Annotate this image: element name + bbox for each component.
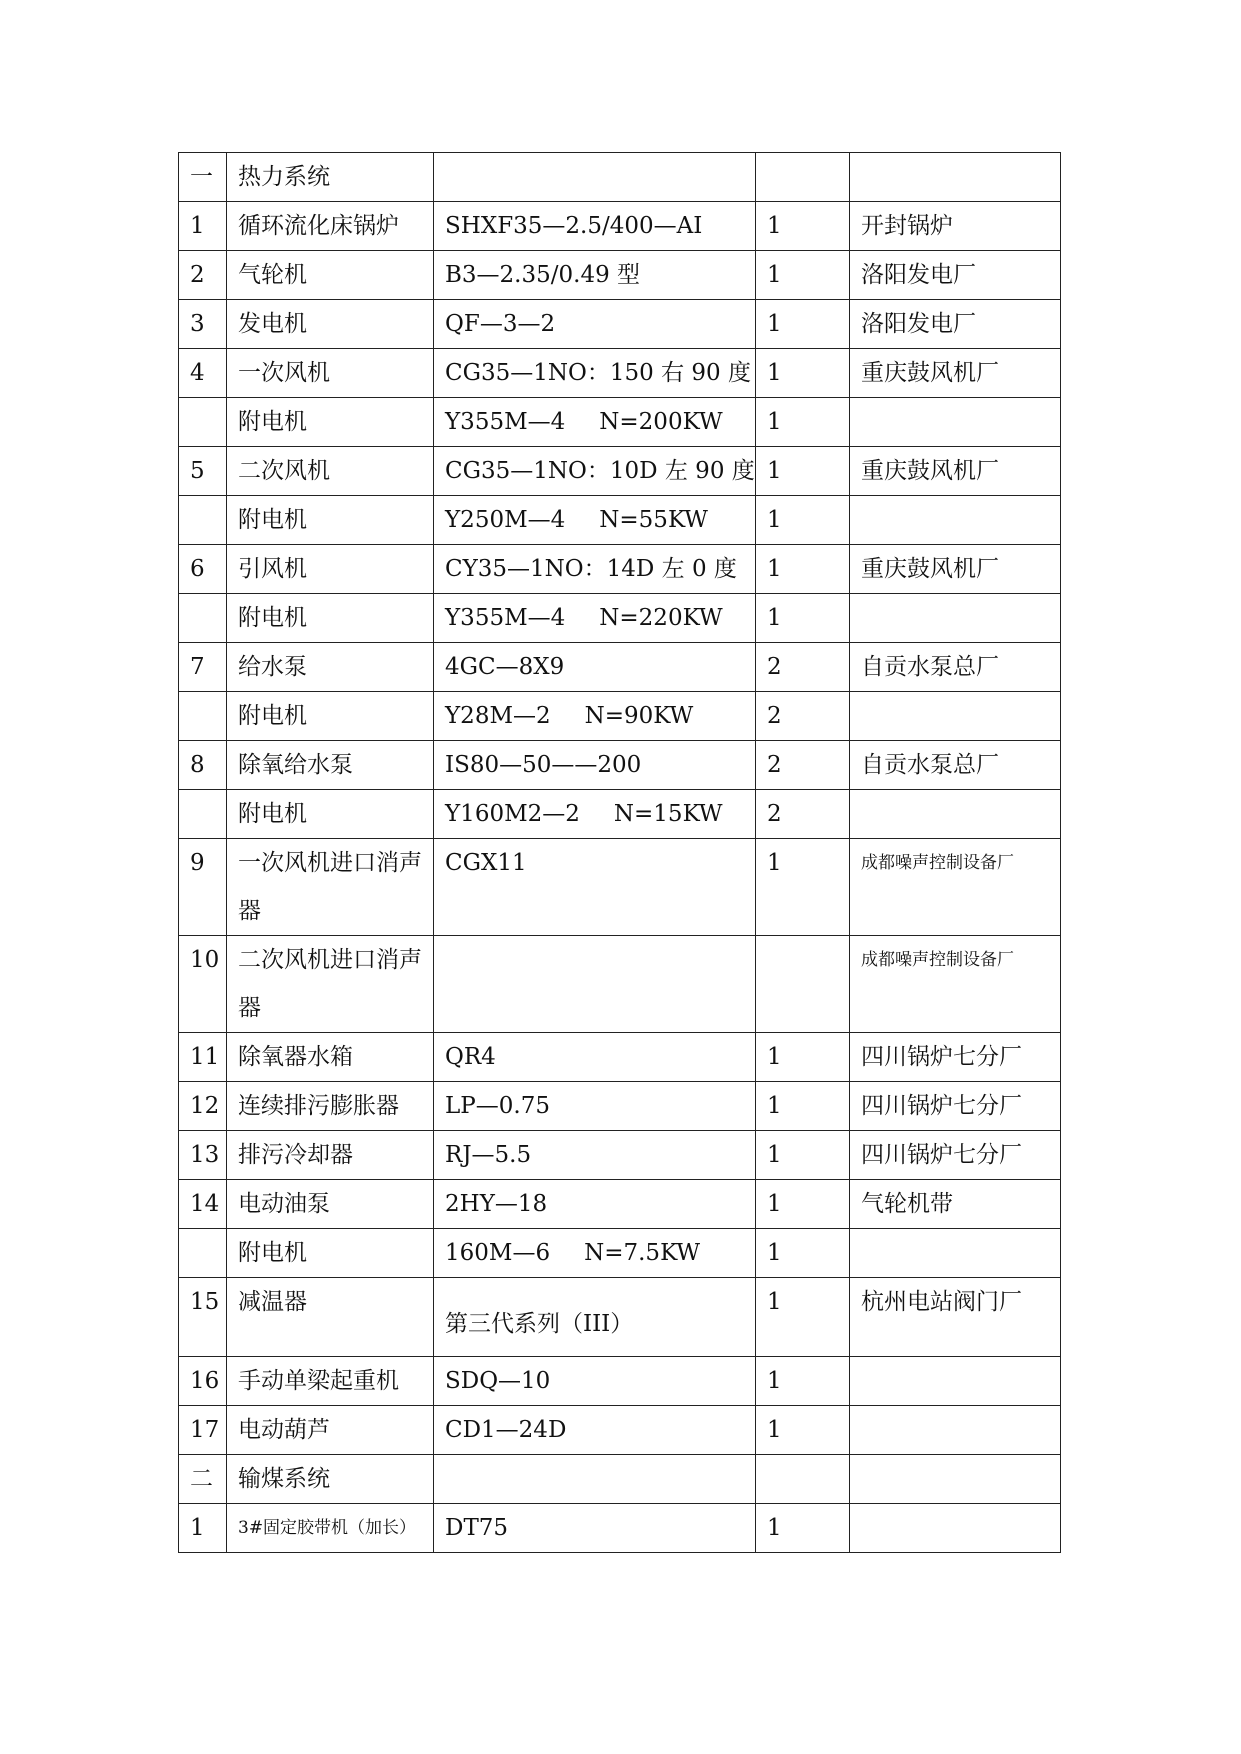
model-text: 160M—6 bbox=[445, 1240, 551, 1266]
model-cell bbox=[434, 202, 756, 251]
model-cell bbox=[434, 1455, 756, 1504]
table-row bbox=[179, 1278, 1061, 1357]
table-row bbox=[179, 936, 1061, 1033]
quantity-cell: 1 bbox=[756, 1406, 850, 1455]
row-number-cell bbox=[179, 594, 227, 643]
model-cell bbox=[434, 1406, 756, 1455]
model-text: Y355M—4 bbox=[445, 605, 566, 631]
power-rating-text: N=7.5KW bbox=[584, 1240, 701, 1266]
model-text: CG35—1NO：150 右 90 度 bbox=[445, 360, 751, 386]
model-text: Y355M—4 bbox=[445, 409, 566, 435]
model-text: SDQ—10 bbox=[445, 1368, 551, 1394]
model-cell bbox=[434, 1278, 756, 1357]
model-cell bbox=[434, 1131, 756, 1180]
equipment-name-cell: 循环流化床锅炉 bbox=[227, 202, 434, 251]
table-row bbox=[179, 251, 1061, 300]
quantity-cell: 2 bbox=[756, 692, 850, 741]
table-row bbox=[179, 202, 1061, 251]
table-row bbox=[179, 1229, 1061, 1278]
equipment-name-cell: 减温器 bbox=[227, 1278, 434, 1357]
model-cell bbox=[434, 1504, 756, 1553]
manufacturer-cell: 成都噪声控制设备厂 bbox=[850, 839, 1061, 936]
row-number-cell: 10 bbox=[179, 936, 227, 1033]
equipment-name-cell: 附电机 bbox=[227, 1229, 434, 1278]
model-cell bbox=[434, 398, 756, 447]
row-number-cell bbox=[179, 692, 227, 741]
manufacturer-cell: 重庆鼓风机厂 bbox=[850, 349, 1061, 398]
table-row bbox=[179, 692, 1061, 741]
equipment-name-cell: 附电机 bbox=[227, 790, 434, 839]
quantity-cell: 1 bbox=[756, 447, 850, 496]
equipment-name-cell: 引风机 bbox=[227, 545, 434, 594]
manufacturer-cell: 洛阳发电厂 bbox=[850, 251, 1061, 300]
model-cell bbox=[434, 496, 756, 545]
quantity-cell: 1 bbox=[756, 1082, 850, 1131]
manufacturer-cell bbox=[850, 1504, 1061, 1553]
row-number-cell: 15 bbox=[179, 1278, 227, 1357]
manufacturer-cell bbox=[850, 1455, 1061, 1504]
quantity-cell: 1 bbox=[756, 1504, 850, 1553]
model-text: CGX11 bbox=[445, 850, 527, 876]
row-number-cell: 11 bbox=[179, 1033, 227, 1082]
model-cell bbox=[434, 839, 756, 936]
model-text: Y250M—4 bbox=[445, 507, 566, 533]
model-cell bbox=[434, 692, 756, 741]
row-number-cell: 3 bbox=[179, 300, 227, 349]
model-cell bbox=[434, 643, 756, 692]
manufacturer-cell bbox=[850, 1357, 1061, 1406]
model-text: SHXF35—2.5/400—AI bbox=[445, 213, 703, 239]
model-cell bbox=[434, 251, 756, 300]
equipment-table bbox=[178, 152, 1061, 1553]
row-number-cell: 13 bbox=[179, 1131, 227, 1180]
model-cell bbox=[434, 349, 756, 398]
manufacturer-cell bbox=[850, 594, 1061, 643]
equipment-table-body bbox=[179, 153, 1061, 1553]
model-text: CG35—1NO：10D 左 90 度 bbox=[445, 458, 755, 484]
power-rating-text: N=55KW bbox=[599, 507, 708, 533]
power-rating-text: N=90KW bbox=[584, 703, 694, 729]
quantity-cell: 1 bbox=[756, 349, 850, 398]
manufacturer-cell bbox=[850, 153, 1061, 202]
quantity-cell: 1 bbox=[756, 1229, 850, 1278]
row-number-cell: 16 bbox=[179, 1357, 227, 1406]
manufacturer-cell bbox=[850, 692, 1061, 741]
power-rating-text: N=200KW bbox=[599, 409, 723, 435]
quantity-cell: 1 bbox=[756, 496, 850, 545]
manufacturer-cell: 自贡水泵总厂 bbox=[850, 741, 1061, 790]
model-text: 第三代系列（III） bbox=[445, 1311, 634, 1337]
model-text: RJ—5.5 bbox=[445, 1142, 532, 1168]
table-row bbox=[179, 398, 1061, 447]
manufacturer-cell: 四川锅炉七分厂 bbox=[850, 1082, 1061, 1131]
model-text: B3—2.35/0.49 型 bbox=[445, 262, 641, 288]
power-rating-text: N=15KW bbox=[613, 801, 723, 827]
equipment-name-cell: 电动油泵 bbox=[227, 1180, 434, 1229]
manufacturer-cell: 自贡水泵总厂 bbox=[850, 643, 1061, 692]
quantity-cell: 2 bbox=[756, 741, 850, 790]
table-row bbox=[179, 741, 1061, 790]
table-row bbox=[179, 1082, 1061, 1131]
model-cell bbox=[434, 447, 756, 496]
table-row bbox=[179, 839, 1061, 936]
row-number-cell bbox=[179, 1229, 227, 1278]
model-text: 2HY—18 bbox=[445, 1191, 548, 1217]
row-number-cell: 6 bbox=[179, 545, 227, 594]
row-number-cell: 一 bbox=[179, 153, 227, 202]
quantity-cell: 1 bbox=[756, 1180, 850, 1229]
manufacturer-cell: 四川锅炉七分厂 bbox=[850, 1131, 1061, 1180]
row-number-cell bbox=[179, 398, 227, 447]
manufacturer-cell bbox=[850, 1406, 1061, 1455]
quantity-cell: 2 bbox=[756, 643, 850, 692]
manufacturer-cell bbox=[850, 496, 1061, 545]
table-row bbox=[179, 349, 1061, 398]
row-number-cell: 4 bbox=[179, 349, 227, 398]
row-number-cell: 17 bbox=[179, 1406, 227, 1455]
equipment-name-cell: 热力系统 bbox=[227, 153, 434, 202]
manufacturer-cell: 气轮机带 bbox=[850, 1180, 1061, 1229]
equipment-name-cell: 连续排污膨胀器 bbox=[227, 1082, 434, 1131]
equipment-name-cell: 输煤系统 bbox=[227, 1455, 434, 1504]
model-text: Y160M2—2 bbox=[445, 801, 580, 827]
power-rating-text: N=220KW bbox=[599, 605, 723, 631]
table-row bbox=[179, 1455, 1061, 1504]
quantity-cell bbox=[756, 936, 850, 1033]
model-cell bbox=[434, 741, 756, 790]
table-row bbox=[179, 496, 1061, 545]
manufacturer-cell: 重庆鼓风机厂 bbox=[850, 447, 1061, 496]
table-row bbox=[179, 790, 1061, 839]
model-text: Y28M—2 bbox=[445, 703, 551, 729]
manufacturer-cell bbox=[850, 1229, 1061, 1278]
table-row bbox=[179, 1033, 1061, 1082]
quantity-cell: 2 bbox=[756, 790, 850, 839]
model-cell bbox=[434, 936, 756, 1033]
equipment-name-cell: 排污冷却器 bbox=[227, 1131, 434, 1180]
quantity-cell bbox=[756, 1455, 850, 1504]
model-text: LP—0.75 bbox=[445, 1093, 550, 1119]
equipment-name-cell: 附电机 bbox=[227, 594, 434, 643]
quantity-cell: 1 bbox=[756, 202, 850, 251]
row-number-cell: 5 bbox=[179, 447, 227, 496]
equipment-name-cell: 手动单梁起重机 bbox=[227, 1357, 434, 1406]
quantity-cell: 1 bbox=[756, 839, 850, 936]
equipment-name-cell: 除氧给水泵 bbox=[227, 741, 434, 790]
model-cell bbox=[434, 153, 756, 202]
model-cell bbox=[434, 1033, 756, 1082]
manufacturer-cell: 四川锅炉七分厂 bbox=[850, 1033, 1061, 1082]
manufacturer-cell: 洛阳发电厂 bbox=[850, 300, 1061, 349]
table-row bbox=[179, 447, 1061, 496]
manufacturer-cell: 杭州电站阀门厂 bbox=[850, 1278, 1061, 1357]
quantity-cell: 1 bbox=[756, 300, 850, 349]
model-cell bbox=[434, 790, 756, 839]
equipment-name-cell: 除氧器水箱 bbox=[227, 1033, 434, 1082]
quantity-cell: 1 bbox=[756, 594, 850, 643]
model-cell bbox=[434, 545, 756, 594]
table-row bbox=[179, 1504, 1061, 1553]
table-row bbox=[179, 300, 1061, 349]
row-number-cell: 二 bbox=[179, 1455, 227, 1504]
equipment-name-cell: 气轮机 bbox=[227, 251, 434, 300]
row-number-cell: 14 bbox=[179, 1180, 227, 1229]
table-row bbox=[179, 153, 1061, 202]
manufacturer-cell bbox=[850, 790, 1061, 839]
manufacturer-cell: 重庆鼓风机厂 bbox=[850, 545, 1061, 594]
row-number-cell: 9 bbox=[179, 839, 227, 936]
quantity-cell: 1 bbox=[756, 545, 850, 594]
table-row bbox=[179, 1357, 1061, 1406]
equipment-name-cell: 附电机 bbox=[227, 692, 434, 741]
equipment-name-cell: 电动葫芦 bbox=[227, 1406, 434, 1455]
model-text: QF—3—2 bbox=[445, 311, 556, 337]
equipment-name-cell: 附电机 bbox=[227, 398, 434, 447]
table-row bbox=[179, 594, 1061, 643]
equipment-name-cell: 一次风机 bbox=[227, 349, 434, 398]
row-number-cell: 8 bbox=[179, 741, 227, 790]
quantity-cell bbox=[756, 153, 850, 202]
quantity-cell: 1 bbox=[756, 398, 850, 447]
equipment-name-cell: 附电机 bbox=[227, 496, 434, 545]
model-cell bbox=[434, 594, 756, 643]
row-number-cell: 2 bbox=[179, 251, 227, 300]
quantity-cell: 1 bbox=[756, 1131, 850, 1180]
equipment-name-cell: 发电机 bbox=[227, 300, 434, 349]
model-text: QR4 bbox=[445, 1044, 496, 1070]
model-text: DT75 bbox=[445, 1515, 509, 1541]
table-row bbox=[179, 545, 1061, 594]
quantity-cell: 1 bbox=[756, 1278, 850, 1357]
row-number-cell: 1 bbox=[179, 202, 227, 251]
quantity-cell: 1 bbox=[756, 1357, 850, 1406]
equipment-name-cell: 给水泵 bbox=[227, 643, 434, 692]
row-number-cell: 1 bbox=[179, 1504, 227, 1553]
table-row bbox=[179, 1406, 1061, 1455]
manufacturer-cell: 开封锅炉 bbox=[850, 202, 1061, 251]
equipment-name-cell: 二次风机进口消声器 bbox=[227, 936, 434, 1033]
model-cell bbox=[434, 1180, 756, 1229]
model-text: CY35—1NO：14D 左 0 度 bbox=[445, 556, 737, 582]
model-text: 4GC—8X9 bbox=[445, 654, 565, 680]
table-row bbox=[179, 1131, 1061, 1180]
equipment-name-cell: 3#固定胶带机（加长） bbox=[227, 1504, 434, 1553]
table-row bbox=[179, 1180, 1061, 1229]
model-text: IS80—50——200 bbox=[445, 752, 642, 778]
model-text: CD1—24D bbox=[445, 1417, 567, 1443]
quantity-cell: 1 bbox=[756, 1033, 850, 1082]
row-number-cell bbox=[179, 496, 227, 545]
model-cell bbox=[434, 1229, 756, 1278]
row-number-cell bbox=[179, 790, 227, 839]
row-number-cell: 12 bbox=[179, 1082, 227, 1131]
model-cell bbox=[434, 1082, 756, 1131]
row-number-cell: 7 bbox=[179, 643, 227, 692]
manufacturer-cell: 成都噪声控制设备厂 bbox=[850, 936, 1061, 1033]
model-cell bbox=[434, 300, 756, 349]
quantity-cell: 1 bbox=[756, 251, 850, 300]
table-row bbox=[179, 643, 1061, 692]
manufacturer-cell bbox=[850, 398, 1061, 447]
equipment-name-cell: 一次风机进口消声器 bbox=[227, 839, 434, 936]
model-cell bbox=[434, 1357, 756, 1406]
equipment-name-cell: 二次风机 bbox=[227, 447, 434, 496]
